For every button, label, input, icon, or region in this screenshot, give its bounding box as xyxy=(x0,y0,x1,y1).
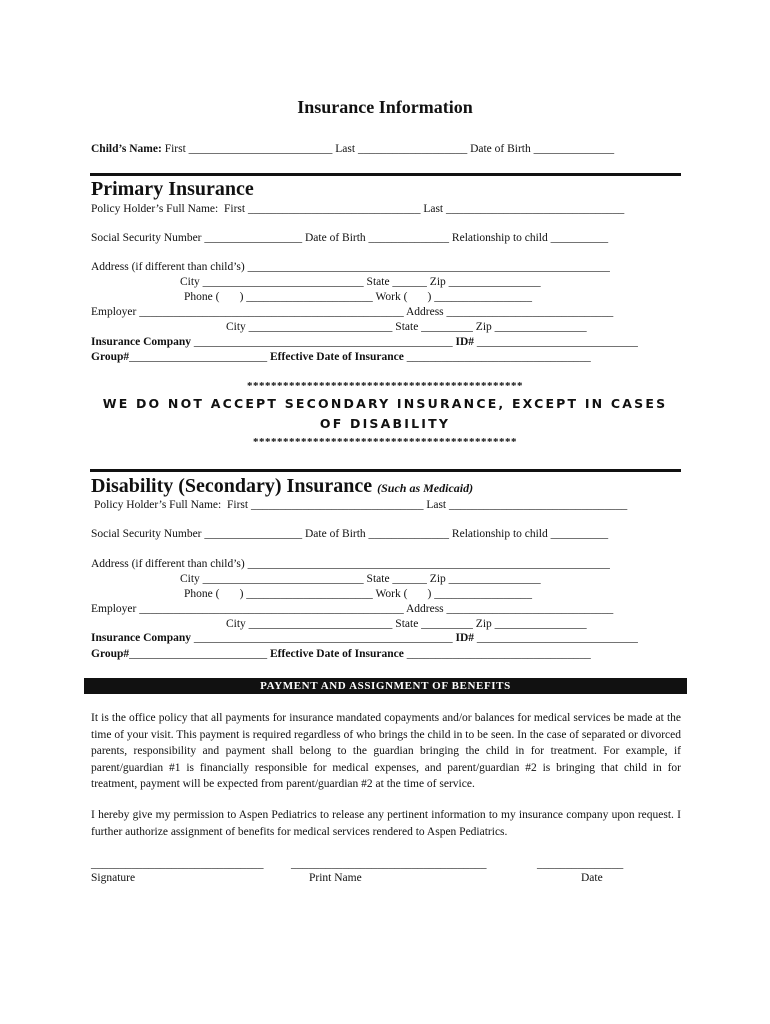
date-line[interactable]: _______________ xyxy=(537,858,624,870)
primary-phone-row[interactable]: Phone ( ) ______________________ Work ( ) _________________ xyxy=(184,291,532,303)
primary-employer-row[interactable]: Employer ______________________________________________ Address _____________________________ xyxy=(91,306,614,318)
primary-employer-city-row[interactable]: City _________________________ State _________ Zip ________________ xyxy=(226,321,587,333)
id-field[interactable]: ____________________________ xyxy=(474,632,638,644)
permission-paragraph: I hereby give my permission to Aspen Pediatrics to release any pertinent information to my insurance company upon request. I further authorize assignment of benefits for medical services rendered to Aspen Pediatrics. xyxy=(91,809,681,838)
insurance-company-label: Insurance Company xyxy=(91,336,192,348)
secondary-address-field[interactable]: Address (if different than child’s) _______________________________________________________________ xyxy=(91,558,610,570)
group-label: Group# xyxy=(91,351,130,363)
primary-insurance-heading: Primary Insurance xyxy=(91,178,254,200)
primary-group-row xyxy=(91,350,591,364)
secondary-employer-city-row[interactable]: City _________________________ State _________ Zip ________________ xyxy=(226,618,587,630)
secondary-city-row[interactable]: City ____________________________ State ______ Zip ________________ xyxy=(180,573,541,585)
primary-insurance-company-row xyxy=(91,335,638,349)
insurance-company-label: Insurance Company xyxy=(91,632,192,644)
group-label: Group# xyxy=(91,648,130,660)
payment-assignment-banner: PAYMENT AND ASSIGNMENT OF BENEFITS xyxy=(84,678,687,694)
secondary-heading-note: (Such as Medicaid) xyxy=(377,481,474,495)
effective-date-label: Effective Date of Insurance xyxy=(270,351,404,363)
primary-ssn-row[interactable]: Social Security Number _________________ Date of Birth ______________ Relationship to child __________ xyxy=(91,232,609,244)
secondary-ssn-row[interactable]: Social Security Number _________________ Date of Birth ______________ Relationship to child __________ xyxy=(91,528,609,540)
primary-policy-holder-field[interactable]: Policy Holder’s Full Name: First ______________________________ Last _______________________________ xyxy=(91,203,625,215)
page-title: Insurance Information xyxy=(297,97,473,117)
group-field[interactable]: ________________________ xyxy=(129,648,271,660)
print-name-line[interactable]: __________________________________ xyxy=(291,858,487,870)
stars-divider-top: ********************************************** xyxy=(247,380,523,392)
office-policy-paragraph: It is the office policy that all payments for insurance mandated copayments and/or balances for medical services be made at the time of your visit. This payment is required regardless of who brings the child in to be seen. In the case of separated or divorced parents, responsibility and payment shall belong to the guardian bringing the child in for treatment. For example, if parent/guardian #1 is financially responsible for medical expenses, and parent/guardian #2 is bringing that child in for treatment, payment will be expected from parent/guardian #2 at the time of service. xyxy=(91,712,681,790)
print-name-label: Print Name xyxy=(309,872,362,884)
secondary-section-rule xyxy=(90,469,681,472)
id-label: ID# xyxy=(455,336,475,348)
secondary-insurance-warning: WE DO NOT ACCEPT SECONDARY INSURANCE, EXCEPT IN CASES OF DISABILITY xyxy=(102,396,668,431)
primary-city-row[interactable]: City ____________________________ State ______ Zip ________________ xyxy=(180,276,541,288)
child-name-label: Child’s Name: xyxy=(91,143,162,155)
id-label: ID# xyxy=(455,632,475,644)
group-field[interactable]: ________________________ xyxy=(129,351,271,363)
primary-section-rule xyxy=(90,173,681,176)
secondary-policy-holder-field[interactable]: Policy Holder’s Full Name: First ______________________________ Last _______________________________ xyxy=(94,499,628,511)
child-name-fields[interactable]: First _________________________ Last ___________________ Date of Birth ______________ xyxy=(161,143,615,155)
secondary-phone-row[interactable]: Phone ( ) ______________________ Work ( ) _________________ xyxy=(184,588,532,600)
effective-date-field[interactable]: ________________________________ xyxy=(403,648,591,660)
child-name-row xyxy=(91,142,614,156)
signature-line[interactable]: ______________________________ xyxy=(91,858,264,870)
date-label: Date xyxy=(581,872,603,884)
secondary-group-row xyxy=(91,647,591,661)
insurance-company-field[interactable]: _____________________________________________ xyxy=(191,632,456,644)
secondary-insurance-company-row xyxy=(91,631,638,645)
signature-label: Signature xyxy=(91,872,136,884)
effective-date-label: Effective Date of Insurance xyxy=(270,648,404,660)
secondary-insurance-heading xyxy=(91,474,473,500)
primary-address-field[interactable]: Address (if different than child’s) _______________________________________________________________ xyxy=(91,261,610,273)
secondary-heading-text: Disability (Secondary) Insurance xyxy=(91,475,373,497)
stars-divider-bottom: ******************************************** xyxy=(253,436,517,448)
id-field[interactable]: ____________________________ xyxy=(474,336,638,348)
secondary-employer-row[interactable]: Employer ______________________________________________ Address _____________________________ xyxy=(91,603,614,615)
effective-date-field[interactable]: ________________________________ xyxy=(403,351,591,363)
insurance-company-field[interactable]: _____________________________________________ xyxy=(191,336,456,348)
